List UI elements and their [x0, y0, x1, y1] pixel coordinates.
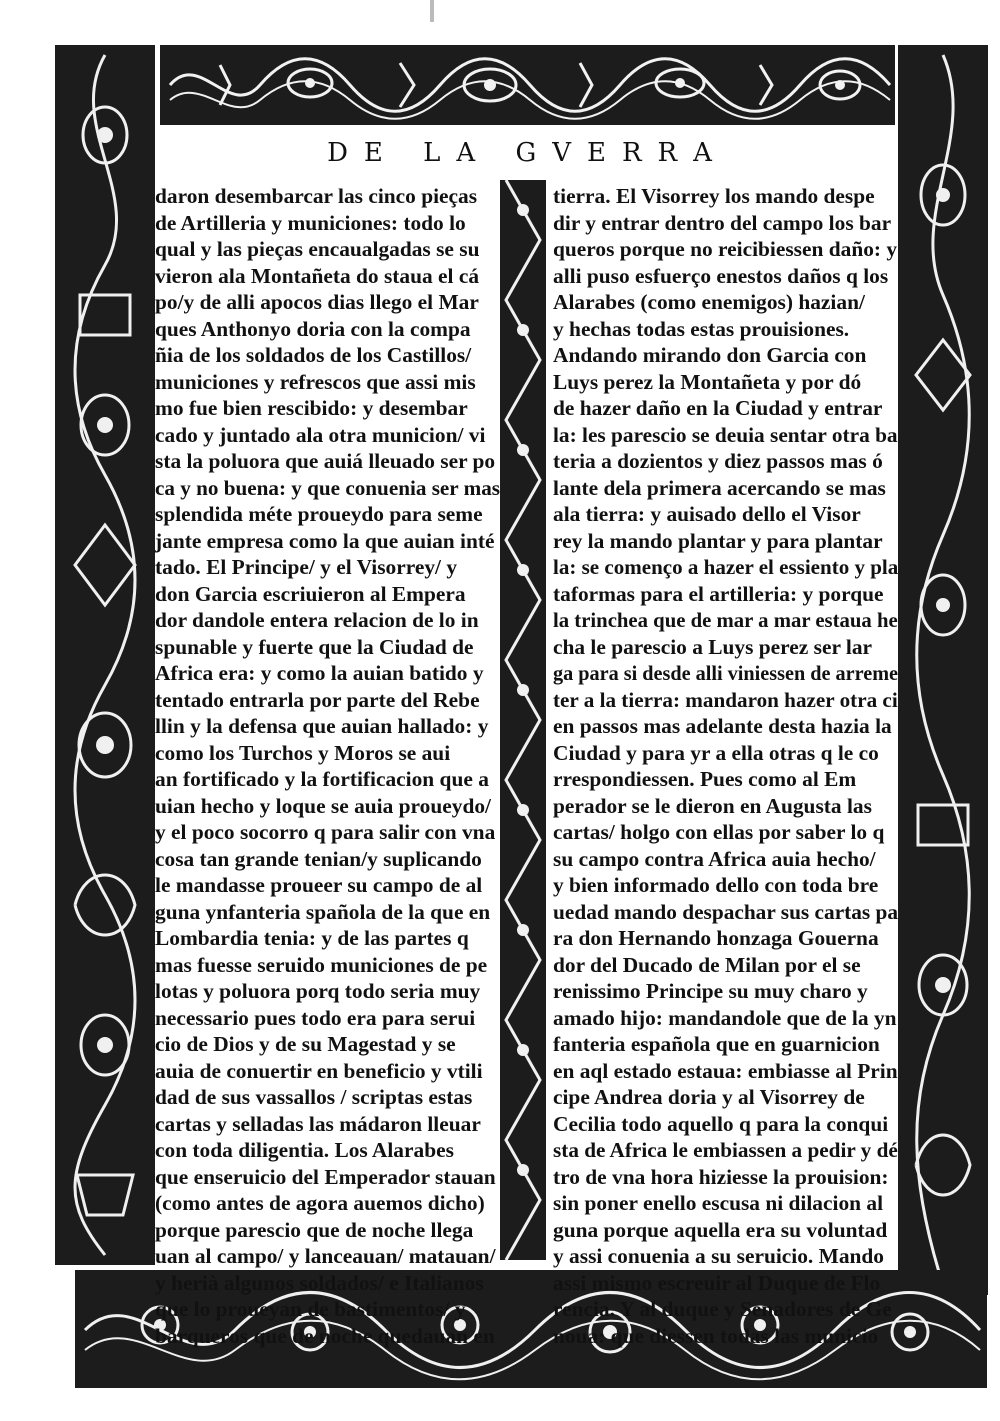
- text-line: po/y de alli apocos dias llego el Mar: [155, 290, 479, 314]
- left-border-pattern-icon: [55, 45, 155, 1265]
- text-line: cartas y selladas las mádaron lleuar: [155, 1111, 481, 1136]
- text-line: daron desembarcar las cinco pieças: [155, 184, 478, 208]
- text-line: sin poner enello escusa ni dilacion al: [553, 1191, 884, 1215]
- text-line: jante empresa como la que auian inté: [155, 528, 495, 553]
- text-line: tado. El Principe/ y el Visorrey/ y: [155, 555, 458, 579]
- text-line: uan al campo/ y lanceauan/ matauan/: [155, 1244, 496, 1268]
- text-line: alli puso esfuerço enestos daños q los: [553, 263, 889, 288]
- text-line: barqueros que de noche quedauan en: [155, 1323, 495, 1348]
- text-line: lante dela primera acercando se mas: [553, 475, 886, 500]
- text-line: y bien informado dello con toda bre: [553, 873, 879, 897]
- text-line: cipe Andrea doria y al Visorrey de: [553, 1085, 865, 1109]
- text-line: tierra. El Visorrey los mando despe: [553, 184, 875, 208]
- text-line: porque parescio que de noche llega: [155, 1217, 474, 1242]
- text-line: la: se començo a hazer el essiento y pla: [553, 555, 899, 579]
- text-line: ter a la tierra: mandaron hazer otra ci: [553, 687, 898, 712]
- text-line: an fortificado y la fortificacion que a: [155, 767, 489, 791]
- center-ornamental-rule: [500, 180, 546, 1260]
- text-line: dad de sus vassallos / scriptas estas: [155, 1085, 473, 1109]
- text-line: splendida méte proueydo para seme: [155, 502, 483, 526]
- text-line: noua: que diessen todas las municio: [553, 1323, 879, 1348]
- text-line: spunable y fuerte que la Ciudad de: [155, 634, 474, 659]
- text-line: la: les parescio se deuia sentar otra ba: [553, 422, 898, 447]
- text-line: ga para si desde alli viniessen de arreme: [553, 661, 899, 685]
- text-line: don Garcia escriuieron al Empera: [155, 581, 466, 606]
- text-line: ñia de los soldados de los Castillos/: [155, 343, 472, 367]
- running-head: DE LA GVERRA: [327, 138, 728, 168]
- text-line: cosa tan grande tenian/y suplicando: [155, 846, 482, 871]
- right-border-pattern-icon: [898, 45, 988, 1295]
- text-line: guna ynfanteria spañola de la que en: [155, 899, 491, 924]
- text-line: ques Anthonyo doria con la compa: [155, 316, 471, 341]
- text-line: y el poco socorro q para salir con vna: [155, 820, 496, 844]
- print-smudge: [430, 0, 434, 22]
- text-line: rrespondiessen. Pues como al Em: [553, 767, 857, 791]
- text-line: Ciudad y para yr a ella otras q le co: [553, 740, 879, 765]
- text-line: auia de conuertir en beneficio y vtili: [155, 1058, 483, 1083]
- text-line: cartas/ holgo con ellas por saber lo q: [553, 820, 885, 844]
- text-line: tro de vna hora hiziesse la prouision:: [553, 1164, 889, 1189]
- text-line: qual y las pieças encaualgadas se su: [155, 237, 480, 261]
- text-line: municiones y refrescos que assi mis: [155, 369, 476, 394]
- text-line: en passos mas adelante desta hazia la: [553, 714, 892, 738]
- center-rule-pattern-icon: [500, 180, 546, 1260]
- text-line: Alarabes (como enemigos) hazian/: [553, 290, 865, 314]
- text-line: con toda diligentia. Los Alarabes: [155, 1138, 454, 1162]
- text-line: dor dandole entera relacion de lo in: [155, 608, 479, 632]
- text-line: Cecilia todo aquello q para la conqui: [553, 1111, 889, 1136]
- text-line: que enseruicio del Emperador stauan: [155, 1164, 496, 1189]
- text-line: fanteria española que en guarnicion: [553, 1032, 880, 1056]
- text-line: y assi conuenia a su seruicio. Mando: [553, 1244, 885, 1268]
- text-line: mas fuesse seruido municiones de pe: [155, 952, 488, 977]
- text-line: dor del Ducado de Milan por el se: [553, 952, 861, 977]
- text-line: perador se le dieron en Augusta las: [553, 793, 872, 818]
- text-line: ala tierra: y auisado dello el Visor: [553, 502, 861, 526]
- text-line: en aql estado estaua: embiasse al Prin: [553, 1058, 898, 1083]
- text-line: como los Turchos y Moros se aui: [155, 740, 451, 765]
- text-line: y herià algunos soldados/ e Italianos: [155, 1270, 484, 1295]
- text-line: Andando mirando don Garcia con: [553, 343, 867, 367]
- text-line: vieron ala Montañeta do staua el cá: [155, 263, 480, 288]
- text-line: necessario pues todo era para serui: [155, 1005, 476, 1030]
- text-line: guna porque aquella era su voluntad: [553, 1217, 888, 1242]
- text-line: ca y no buena: y que conuenia ser mas: [155, 475, 501, 500]
- text-line: (como antes de agora auemos dicho): [155, 1191, 485, 1215]
- text-line: sta la poluora que auiá lleuado ser po: [155, 449, 496, 473]
- top-border-pattern-icon: [160, 45, 895, 125]
- text-line: lotas y poluora porq todo seria muy: [155, 979, 481, 1003]
- top-ornamental-border: [160, 45, 895, 125]
- text-line: rey la mando plantar y para plantar: [553, 528, 883, 553]
- text-line: ra don Hernando honzaga Gouerna: [553, 926, 879, 950]
- text-line: le mandasse proueer su campo de al: [155, 873, 483, 897]
- text-line: Africa era: y como la auian batido y: [155, 661, 484, 685]
- text-line: Luys perez la Montañeta y por dó: [553, 369, 862, 394]
- text-line: taformas para el artilleria: y porque: [553, 581, 884, 606]
- text-line: uedad mando despachar sus cartas pa: [553, 899, 899, 924]
- right-ornamental-border: [898, 45, 988, 1295]
- text-line: Lombardia tenia: y de las partes q: [155, 926, 469, 950]
- text-line: renissimo Principe su muy charo y: [553, 979, 868, 1003]
- text-line: de hazer daño en la Ciudad y entrar: [553, 396, 883, 420]
- text-line: cha le parescio a Luys perez ser lar: [553, 634, 873, 659]
- text-line: dir y entrar dentro del campo los bar: [553, 210, 892, 235]
- text-line: uian hecho y loque se auia proueydo/: [155, 793, 491, 818]
- text-line: cio de Dios y de su Magestad y se: [155, 1032, 456, 1056]
- text-line: de Artilleria y municiones: todo lo: [155, 210, 466, 235]
- text-line: que lo proueyan de bastimentos/ y: [155, 1297, 466, 1321]
- text-line: amado hijo: mandandole que de la yn: [553, 1005, 897, 1030]
- text-line: sta de Africa le embiassen a pedir y dé: [553, 1138, 898, 1162]
- text-line: assi mismo escreuir al Duque de Flo: [553, 1270, 881, 1295]
- text-line: la trinchea que de mar a mar estaua he: [553, 608, 898, 632]
- text-line: rencia. Y al duque y Senadores de Ge: [553, 1297, 892, 1321]
- left-ornamental-border: [55, 45, 155, 1265]
- text-line: cado y juntado ala otra municion/ vi: [155, 422, 486, 447]
- left-text-column: [155, 183, 501, 1348]
- text-line: teria a dozientos y diez passos mas ó: [553, 449, 883, 473]
- text-line: queros porque no reicibiessen daño: y: [553, 237, 898, 261]
- text-line: su campo contra Africa auia hecho/: [553, 846, 876, 871]
- text-line: y hechas todas estas prouisiones.: [553, 316, 850, 341]
- right-text-column: [553, 183, 899, 1348]
- text-line: mo fue bien rescibido: y desembar: [155, 396, 468, 420]
- text-line: tentado entrarla por parte del Rebe: [155, 687, 480, 712]
- text-line: llin y la defensa que auian hallado: y: [155, 714, 489, 738]
